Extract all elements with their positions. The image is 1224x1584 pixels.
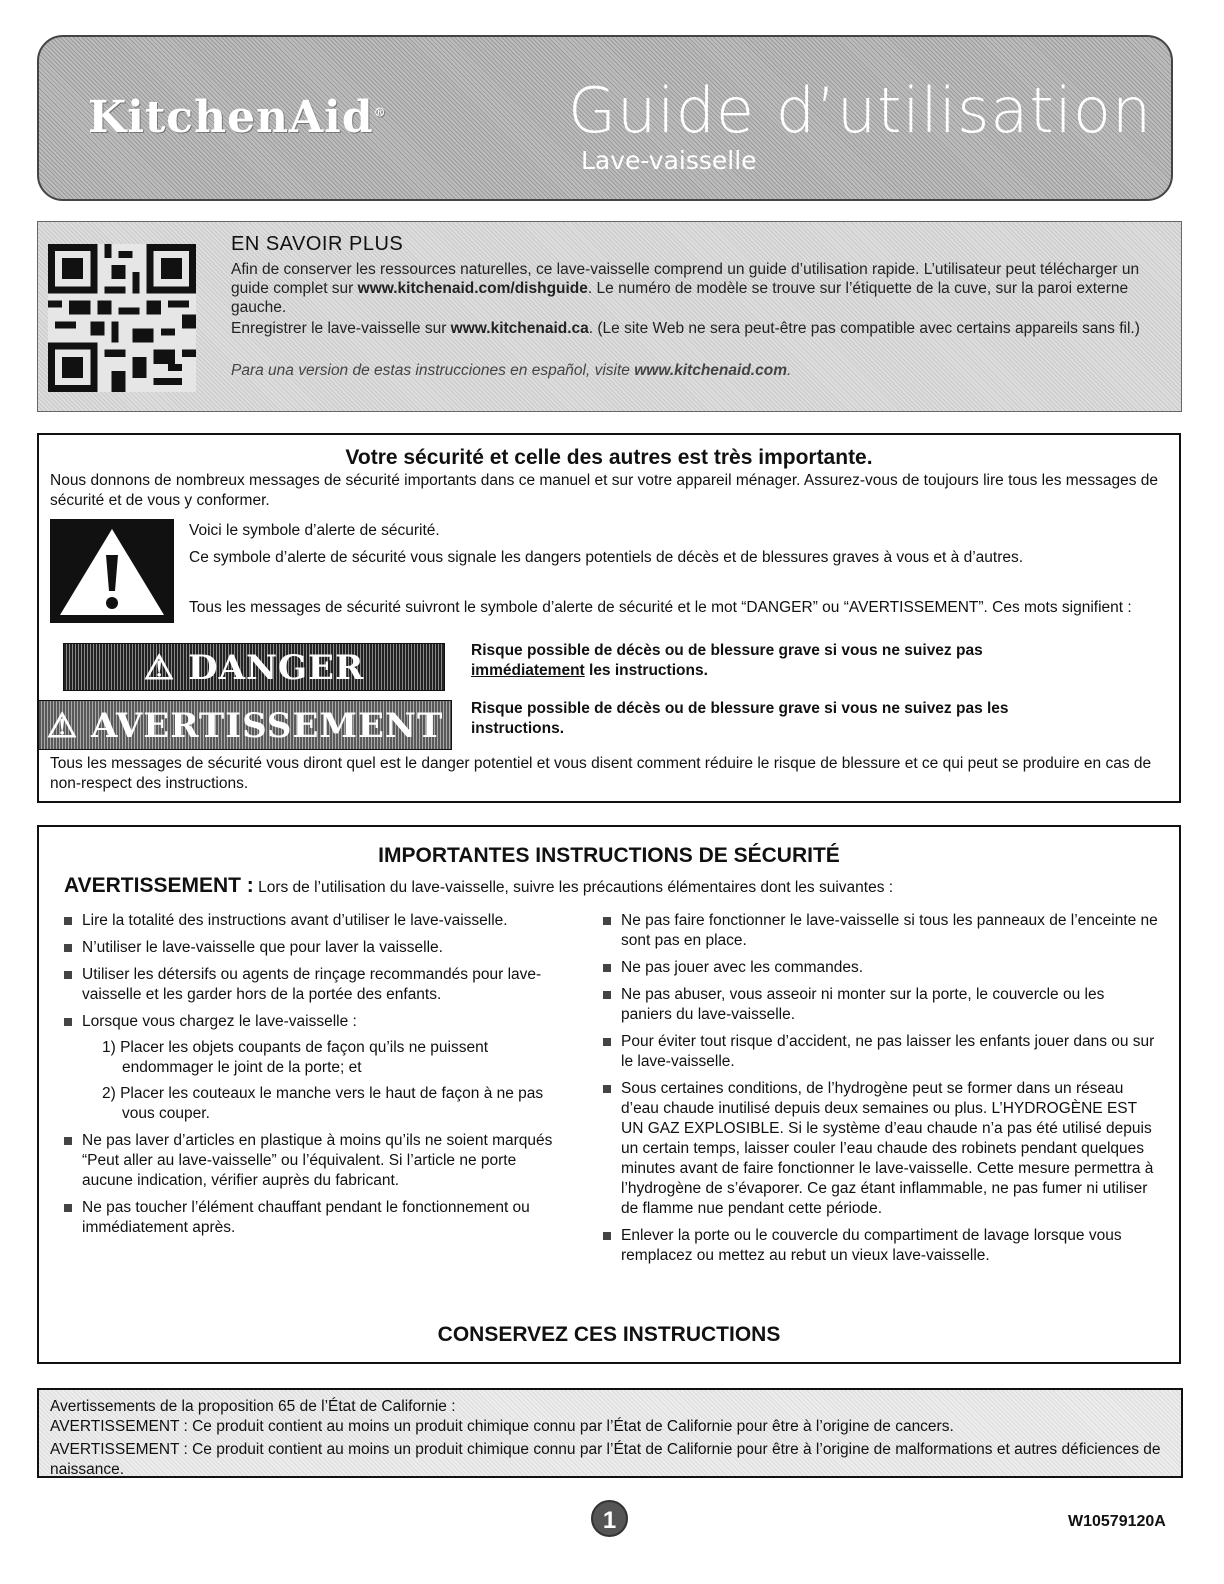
danger-risk-text: Risque possible de décès ou de blessure grave si vous ne suivez pas immédiatement les instructions.	[471, 642, 983, 679]
learn-more-text-spanish: Para una version de estas instrucciones en español, visite www.kitchenaid.com.	[231, 362, 792, 379]
guide-link[interactable]: www.kitchenaid.com/dishguide	[357, 280, 588, 297]
instructions-warning: AVERTISSEMENT : Lors de l’utilisation du lave-vaisselle, suivre les précautions élémentaires dont les suivantes :	[64, 874, 894, 897]
spanish-link[interactable]: www.kitchenaid.com	[634, 362, 787, 379]
prop65-cancer-warning: AVERTISSEMENT : Ce produit contient au moins un produit chimique connu par l’État de Californie pour être à l’origine de cancers.	[50, 1418, 954, 1435]
list-item: Ne pas toucher l’élément chauffant pendant le fonctionnement ou immédiatement après.	[64, 1198, 564, 1238]
warning-triangle-icon	[50, 519, 174, 623]
symbol-description: Ce symbole d’alerte de sécurité vous signale les dangers potentiels de décès et de blessures graves à vous et à d’autres.	[189, 549, 1024, 566]
document-number: W10579120A	[1068, 1513, 1166, 1530]
list-item: Lire la totalité des instructions avant d’utiliser le lave-vaisselle.	[64, 911, 564, 931]
sub-list-item: 2) Placer les couteaux le manche vers le haut de façon à ne pas vous couper.	[102, 1085, 544, 1122]
brand-logo: KitchenAid®	[88, 92, 387, 143]
safety-heading: Votre sécurité et celle des autres est très importante.	[345, 446, 873, 469]
learn-more-text-guide: Afin de conserver les ressources naturelles, ce lave-vaisselle comprend un guide d’utilisation rapide. L’utilisateur peut télécharger un guide complet sur www.kitchenaid.com/dishguide. Le numéro de modèle se trouve sur l’étiquette de la cuve, sur la paroi externe gauche.	[231, 261, 1140, 316]
sub-list-item: 1) Placer les objets coupants de façon qu’ils ne puissent endommager le joint de la porte; et	[102, 1039, 489, 1076]
page-number: 1	[591, 1500, 628, 1537]
symbol-follow: Tous les messages de sécurité suivront le symbole d’alerte de sécurité et le mot “DANGER” ou “AVERTISSEMENT”. Ces mots signifient :	[189, 599, 1132, 616]
page-subtitle: Lave-vaisselle	[581, 146, 757, 175]
list-item: Enlever la porte ou le couvercle du compartiment de lavage lorsque vous remplacez ou mettez au rebut un vieux lave-vaisselle.	[603, 1226, 1158, 1266]
list-item: Ne pas abuser, vous asseoir ni monter sur la porte, le couvercle ou les paniers du lave-vaisselle.	[603, 985, 1158, 1025]
list-item: Ne pas faire fonctionner le lave-vaisselle si tous les panneaux de l’enceinte ne sont pas en place.	[603, 911, 1158, 951]
list-item: N’utiliser le lave-vaisselle que pour laver la vaisselle.	[64, 938, 564, 958]
danger-label: ⚠ DANGER	[63, 643, 445, 691]
list-item: Utiliser les détersifs ou agents de rinçage recommandés pour lave-vaisselle et les garder hors de la portée des enfants.	[64, 965, 564, 1005]
alert-small-icon: ⚠	[46, 706, 79, 746]
qr-code-icon	[48, 239, 196, 397]
instructions-left-column	[64, 911, 564, 1245]
warning-risk-text: Risque possible de décès ou de blessure grave si vous ne suivez pas les instructions.	[471, 700, 1009, 737]
learn-more-text-register: Enregistrer le lave-vaisselle sur www.kitchenaid.ca. (Le site Web ne sera peut-être pas compatible avec certains appareils sans fil.)	[231, 320, 1140, 337]
list-item: Pour éviter tout risque d’accident, ne pas laisser les enfants jouer dans ou sur le lave-vaisselle.	[603, 1032, 1158, 1072]
instructions-right-column	[603, 911, 1158, 1273]
list-item: Sous certaines conditions, de l’hydrogène peut se former dans un réseau d’eau chaude inutilisé depuis deux semaines ou plus. L’HYDROGÈNE EST UN GAZ EXPLOSIBLE. Si le système d’eau chaude n’a pas été utilisé depuis un certain temps, laisser couler l’eau chaude des robinets pendant quelques minutes avant de faire fonctionner le lave-vaisselle. Cette mesure permettra à l’hydrogène de s’évaporer. Ce gaz étant inflammable, ne pas fumer ni utiliser de flamme nue pendant cette période.	[603, 1079, 1158, 1219]
list-item: Ne pas laver d’articles en plastique à moins qu’ils ne soient marqués “Peut aller au lave-vaisselle” ou l’équivalent. Si l’article ne porte aucune indication, vérifier auprès du fabricant.	[64, 1131, 564, 1191]
safety-closing: Tous les messages de sécurité vous diront quel est le danger potentiel et vous disent comment réduire le risque de blessure et ce qui peut se produire en cas de non-respect des instructions.	[50, 755, 1152, 792]
list-item: Ne pas jouer avec les commandes.	[603, 958, 1158, 978]
alert-small-icon: ⚠	[143, 648, 176, 688]
keep-instructions-heading: CONSERVEZ CES INSTRUCTIONS	[437, 1323, 781, 1346]
prop65-birth-defect-warning: AVERTISSEMENT : Ce produit contient au moins un produit chimique connu par l’État de Californie pour être à l’origine de malformations et autres déficiences de naissance.	[50, 1441, 1161, 1478]
safety-intro: Nous donnons de nombreux messages de sécurité importants dans ce manuel et sur votre appareil ménager. Assurez-vous de toujours lire tous les messages de sécurité et de vous y conformer.	[50, 472, 1158, 509]
register-link[interactable]: www.kitchenaid.ca	[450, 320, 589, 337]
warning-label: ⚠ AVERTISSEMENT	[38, 700, 452, 750]
prop65-heading: Avertissements de la proposition 65 de l’État de Californie :	[50, 1398, 456, 1415]
symbol-intro: Voici le symbole d’alerte de sécurité.	[189, 522, 440, 539]
page-title: Guide d’utilisation	[568, 74, 1153, 147]
instructions-heading: IMPORTANTES INSTRUCTIONS DE SÉCURITÉ	[378, 844, 840, 867]
list-item: Lorsque vous chargez le lave-vaisselle : 1) Placer les objets coupants de façon qu’ils ne puissent endommager le joint de la porte; et 2) Placer les couteaux le manche vers le haut de façon à ne pas vous couper.	[64, 1012, 564, 1124]
learn-more-heading: EN SAVOIR PLUS	[231, 233, 404, 255]
